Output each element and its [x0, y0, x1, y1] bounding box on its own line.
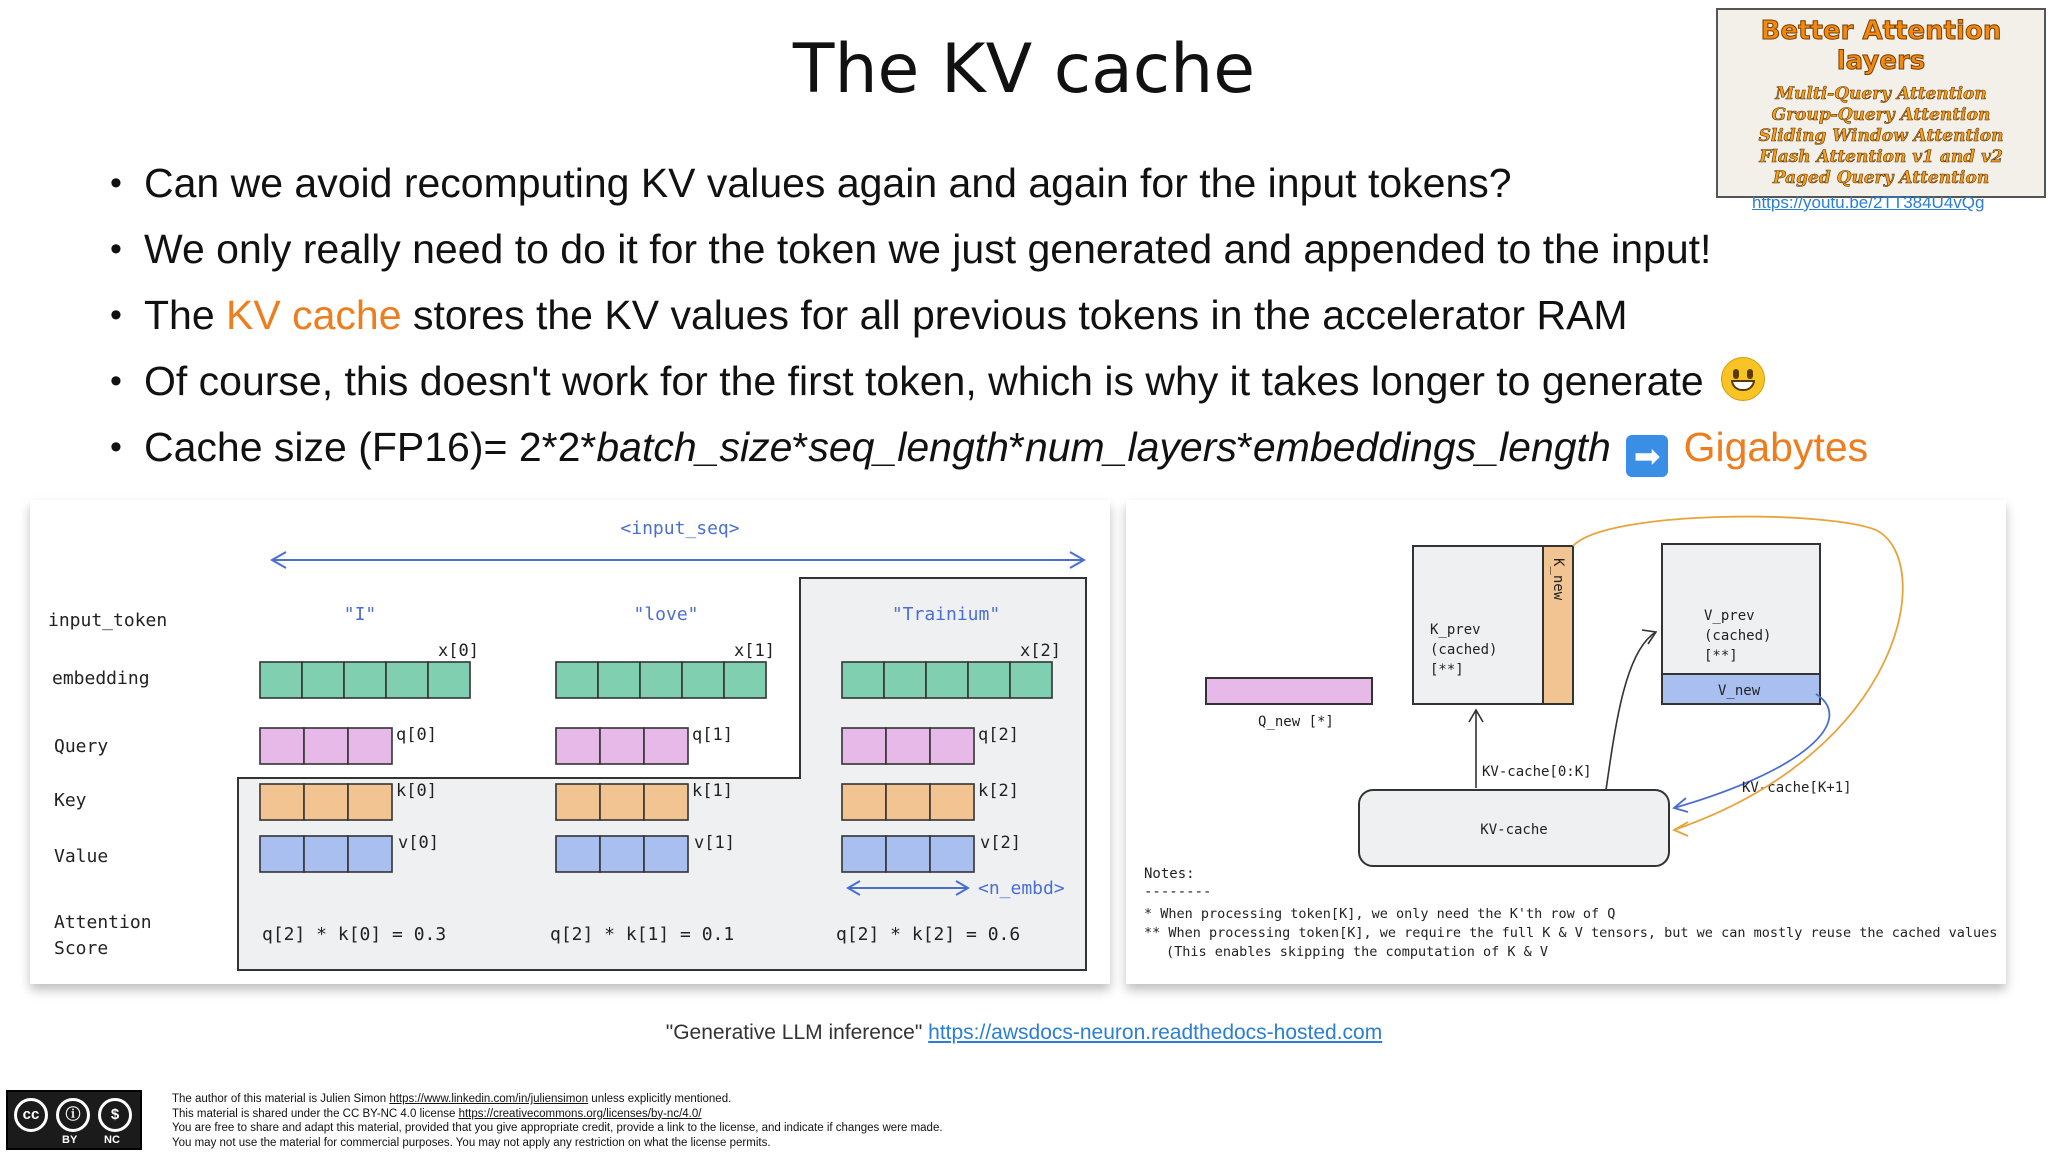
attention-score: q[2] * k[0] = 0.3 — [262, 924, 447, 945]
attention-diagram-svg — [30, 500, 1110, 984]
kv-cache-diagram-svg — [1126, 500, 2006, 984]
query-label: q[1] — [692, 725, 733, 745]
source-link[interactable]: https://awsdocs-neuron.readthedocs-hosted.com — [928, 1021, 1383, 1044]
gigabytes-result: Gigabytes — [1683, 424, 1869, 470]
token-word: "love" — [633, 604, 699, 625]
embedding-vector — [842, 662, 1052, 698]
note-2: ** When processing token[K], we require the full K & V tensors, but we can mostly reuse the cached values — [1144, 925, 1998, 941]
license-line-2 — [172, 1107, 943, 1122]
slide-title: The KV cache — [792, 30, 1256, 109]
kv-cache-label: KV-cache — [1480, 822, 1548, 838]
note-1: * When processing token[K], we only need the K'th row of Q — [1144, 906, 1616, 922]
value-vector — [842, 836, 974, 872]
kv-cache-k1-label: KV-cache[K+1] — [1742, 780, 1852, 796]
thumbnail-line: Sliding Window Attention — [1758, 126, 2004, 146]
bullet-3-pre: The — [144, 292, 227, 338]
video-thumbnail[interactable] — [1716, 8, 2046, 198]
query-vector — [260, 728, 392, 764]
query-label: q[0] — [396, 725, 437, 745]
bullet-1-text: Can we avoid recomputing KV values again and again for the input tokens? — [144, 160, 1512, 206]
nc-label: NC — [104, 1134, 120, 1146]
value-label: v[2] — [980, 833, 1021, 853]
kv-cache-diagram — [1126, 500, 2006, 984]
license-line-3: You are free to share and adapt this material, provided that you give appropriate credit, provide a link to the license, and indicate if changes were made. — [172, 1122, 943, 1134]
num-layers-term: num_layers — [1024, 424, 1237, 470]
k-prev-cached: (cached) — [1430, 642, 1498, 658]
k-prev-marker: [**] — [1430, 662, 1464, 678]
notes-title: Notes: — [1144, 866, 1195, 882]
v-prev-label: V_prev — [1704, 608, 1755, 624]
kv-cache-0k-label: KV-cache[0:K] — [1482, 764, 1592, 780]
by-label: BY — [62, 1134, 78, 1146]
seq-length-term: seq_length — [808, 424, 1009, 470]
v-prev-marker: [**] — [1704, 648, 1738, 664]
cc-icon: cc — [14, 1098, 48, 1132]
token-word: "Trainium" — [891, 604, 1001, 625]
thumbnail-line: Paged Query Attention — [1772, 168, 1990, 188]
linkedin-link[interactable]: https://www.linkedin.com/in/juliensimon — [389, 1093, 589, 1105]
row-label-query: Query — [54, 736, 109, 757]
star-2: * — [1008, 424, 1025, 470]
bullet-2 — [110, 216, 1868, 282]
embedding-vector — [556, 662, 766, 698]
thumbnail-heading: Better Attention layers — [1760, 16, 2002, 76]
embedding-label: x[0] — [438, 641, 479, 661]
bullet-3-post: stores the KV values for all previous tokens in the accelerator RAM — [401, 292, 1628, 338]
row-label-embedding: embedding — [52, 668, 150, 689]
key-vector — [556, 784, 688, 820]
thumbnail-line: Group-Query Attention — [1771, 105, 1991, 125]
value-label: v[0] — [398, 833, 439, 853]
row-label-value: Value — [54, 846, 109, 867]
source-caption — [0, 1021, 2048, 1045]
embedding-label: x[2] — [1020, 641, 1061, 661]
bullet-4 — [110, 348, 1868, 414]
attention-diagram — [30, 500, 1110, 984]
thumbnail-line: Multi-Query Attention — [1775, 84, 1987, 104]
query-vector — [556, 728, 688, 764]
value-vector — [260, 836, 392, 872]
cc-license-link[interactable]: https://creativecommons.org/licenses/by-nc/4.0/ — [458, 1107, 702, 1120]
bullet-5 — [110, 414, 1868, 480]
bullet-list — [110, 150, 1868, 480]
row-label-input-token: input_token — [48, 610, 168, 631]
input-seq-label: <input_seq> — [620, 518, 740, 539]
bullet-4-text: Of course, this doesn't work for the first token, which is why it takes longer to generate — [144, 358, 1704, 404]
bullet-5-pre: Cache size (FP16)= 2*2* — [144, 424, 597, 470]
embeddings-length-term: embeddings_length — [1252, 424, 1611, 470]
key-label: k[0] — [396, 781, 437, 801]
key-label: k[2] — [978, 781, 1019, 801]
star-3: * — [1236, 424, 1253, 470]
attention-score: q[2] * k[1] = 0.1 — [550, 924, 735, 945]
bullet-1 — [110, 150, 1868, 216]
key-vector — [842, 784, 974, 820]
k-new-label: K_new — [1550, 558, 1566, 601]
kv-cache-highlight: KV cache — [226, 292, 402, 338]
query-vector — [842, 728, 974, 764]
query-label: q[2] — [978, 725, 1019, 745]
license-line-1 — [172, 1092, 943, 1107]
license-line-1-pre: The author of this material is Julien Simon — [172, 1093, 390, 1105]
key-label: k[1] — [692, 781, 733, 801]
bullet-2-text: We only really need to do it for the token we just generated and appended to the input! — [144, 226, 1712, 272]
v-prev-cached: (cached) — [1704, 628, 1772, 644]
license-line-2-pre: This material is shared under the CC BY-NC 4.0 license — [172, 1107, 459, 1120]
row-label-key: Key — [54, 790, 87, 811]
row-label-score: Score — [54, 938, 109, 959]
smiley-emoji-icon — [1721, 357, 1765, 401]
cc-license-badge[interactable] — [6, 1090, 142, 1150]
by-icon: ⓘ — [56, 1098, 90, 1132]
bullet-3 — [110, 282, 1868, 348]
youtube-link[interactable]: https://youtu.be/2TT384U4vQg — [1752, 193, 1985, 212]
nc-icon: $ — [98, 1098, 132, 1132]
right-arrow-icon: ➡ — [1626, 435, 1668, 477]
k-prev-label: K_prev — [1430, 622, 1481, 638]
batch-size-term: batch_size — [596, 424, 793, 470]
q-new-label: Q_new [*] — [1258, 714, 1334, 730]
embedding-vector — [260, 662, 470, 698]
v-new-label: V_new — [1718, 683, 1761, 699]
token-word: "I" — [343, 604, 377, 625]
license-line-4: You may not use the material for commercial purposes. You may not apply any restriction on what the license permits. — [172, 1136, 771, 1149]
star-1: * — [792, 424, 809, 470]
value-label: v[1] — [694, 833, 735, 853]
license-text — [172, 1092, 943, 1150]
caption-text: "Generative LLM inference" — [665, 1021, 929, 1044]
embedding-label: x[1] — [734, 641, 775, 661]
thumbnail-line: Flash Attention v1 and v2 — [1759, 147, 2003, 167]
attention-score: q[2] * k[2] = 0.6 — [836, 924, 1021, 945]
notes-rule: -------- — [1144, 884, 1212, 900]
license-line-1-post: unless explicitly mentioned. — [588, 1093, 732, 1105]
note-3: (This enables skipping the computation of K & V — [1166, 944, 1549, 960]
key-vector — [260, 784, 392, 820]
row-label-attention: Attention — [54, 912, 152, 933]
value-vector — [556, 836, 688, 872]
q-new-bar — [1206, 678, 1372, 704]
n-embd-label: <n_embd> — [978, 878, 1065, 899]
